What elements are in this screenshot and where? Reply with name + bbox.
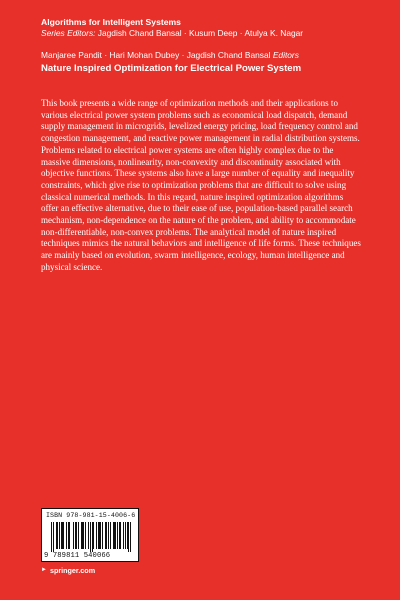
barcode-bar <box>100 522 101 549</box>
publisher-url: springer.com <box>49 566 96 575</box>
barcode-bar <box>108 522 109 549</box>
barcode-bar <box>66 522 67 549</box>
barcode-bar <box>105 522 106 549</box>
barcode-bar <box>130 522 131 552</box>
barcode-bar <box>82 522 83 549</box>
barcode-icon <box>51 522 131 552</box>
barcode-bar <box>75 522 76 549</box>
barcode-bar <box>57 522 58 549</box>
barcode-bar <box>59 522 60 549</box>
barcode-bar <box>106 522 107 549</box>
barcode-bar <box>76 522 77 549</box>
barcode-bar <box>117 522 118 549</box>
barcode-bar <box>88 522 89 549</box>
barcode-bar <box>128 522 129 552</box>
series-editors-label: Series Editors: <box>41 28 96 38</box>
series-title: Algorithms for Intelligent Systems <box>41 17 181 27</box>
barcode-bar <box>114 522 115 549</box>
barcode-bar <box>53 522 54 552</box>
barcode-bar <box>56 522 57 549</box>
series-editors-names: Jagdish Chand Bansal · Kusum Deep · Atulya K. Nagar <box>97 28 304 38</box>
barcode-bar <box>120 522 121 549</box>
barcode-bar <box>115 522 116 549</box>
barcode-bar <box>92 522 93 552</box>
barcode-bar <box>123 522 124 549</box>
book-info <box>41 50 371 75</box>
barcode-bar <box>51 522 52 552</box>
ean-digits: 9 789811 540066 <box>44 552 111 560</box>
isbn-text: ISBN 978-981-15-4006-6 <box>46 512 136 519</box>
barcode-bar <box>98 522 99 549</box>
barcode-bar <box>62 522 63 549</box>
barcode-bar <box>90 522 91 552</box>
barcode-bar <box>69 522 70 549</box>
barcode-bar <box>93 522 94 549</box>
barcode-bar <box>102 522 103 549</box>
barcode-bar <box>68 522 69 549</box>
barcode-bar <box>61 522 62 549</box>
barcode-bar <box>125 522 126 549</box>
barcode-bar <box>96 522 97 549</box>
barcode-bar <box>83 522 84 549</box>
book-editors-label: Editors <box>272 50 299 60</box>
barcode-bar <box>110 522 111 549</box>
barcode-bar <box>99 522 100 549</box>
barcode-bar <box>127 522 128 549</box>
barcode-bar <box>119 522 120 549</box>
series-editors-line <box>41 28 371 39</box>
series-info <box>41 17 371 39</box>
book-description: This book presents a wide range of optimization methods and their applications to various electrical power system problems such as economical load dispatch, demand supply management in microgrids, levelized energy pricing, load frequency control and congestion management, and reactive power management in radial distribution systems. Problems related to electrical power systems are often highly complex due to the massive dimensions, nonlinearity, non-convexity and discontinuity associated with objective functions. These systems also have a large number of equality and inequality constraints, which give rise to optimization problems that are difficult to solve using classical numerical methods. In this regard, nature inspired optimization algorithms offer an effective alternative, due to their ease of use, population-based parallel search mechanism, non-dependence on the nature of the problem, and ability to accommodate non-differentiable, non-convex problems. The analytical model of nature inspired techniques mimics the natural behaviors and intelligence of life forms. These techniques are mainly based on evolution, swarm intelligence, ecology, human intelligence and physical science. <box>41 98 361 272</box>
publisher-link[interactable] <box>41 566 95 575</box>
book-editors-line <box>41 50 371 61</box>
barcode-bar <box>78 522 79 549</box>
barcode-box <box>41 508 139 562</box>
barcode-bar <box>73 522 74 549</box>
arrow-right-icon: ► <box>41 567 47 573</box>
barcode-bar <box>81 522 82 549</box>
barcode-bar <box>113 522 114 549</box>
book-editors-names: Manjaree Pandit · Hari Mohan Dubey · Jagdish Chand Bansal <box>41 50 271 60</box>
barcode-bar <box>85 522 86 549</box>
barcode-bar <box>63 522 64 549</box>
book-title: Nature Inspired Optimization for Electrical Power System <box>41 63 302 74</box>
